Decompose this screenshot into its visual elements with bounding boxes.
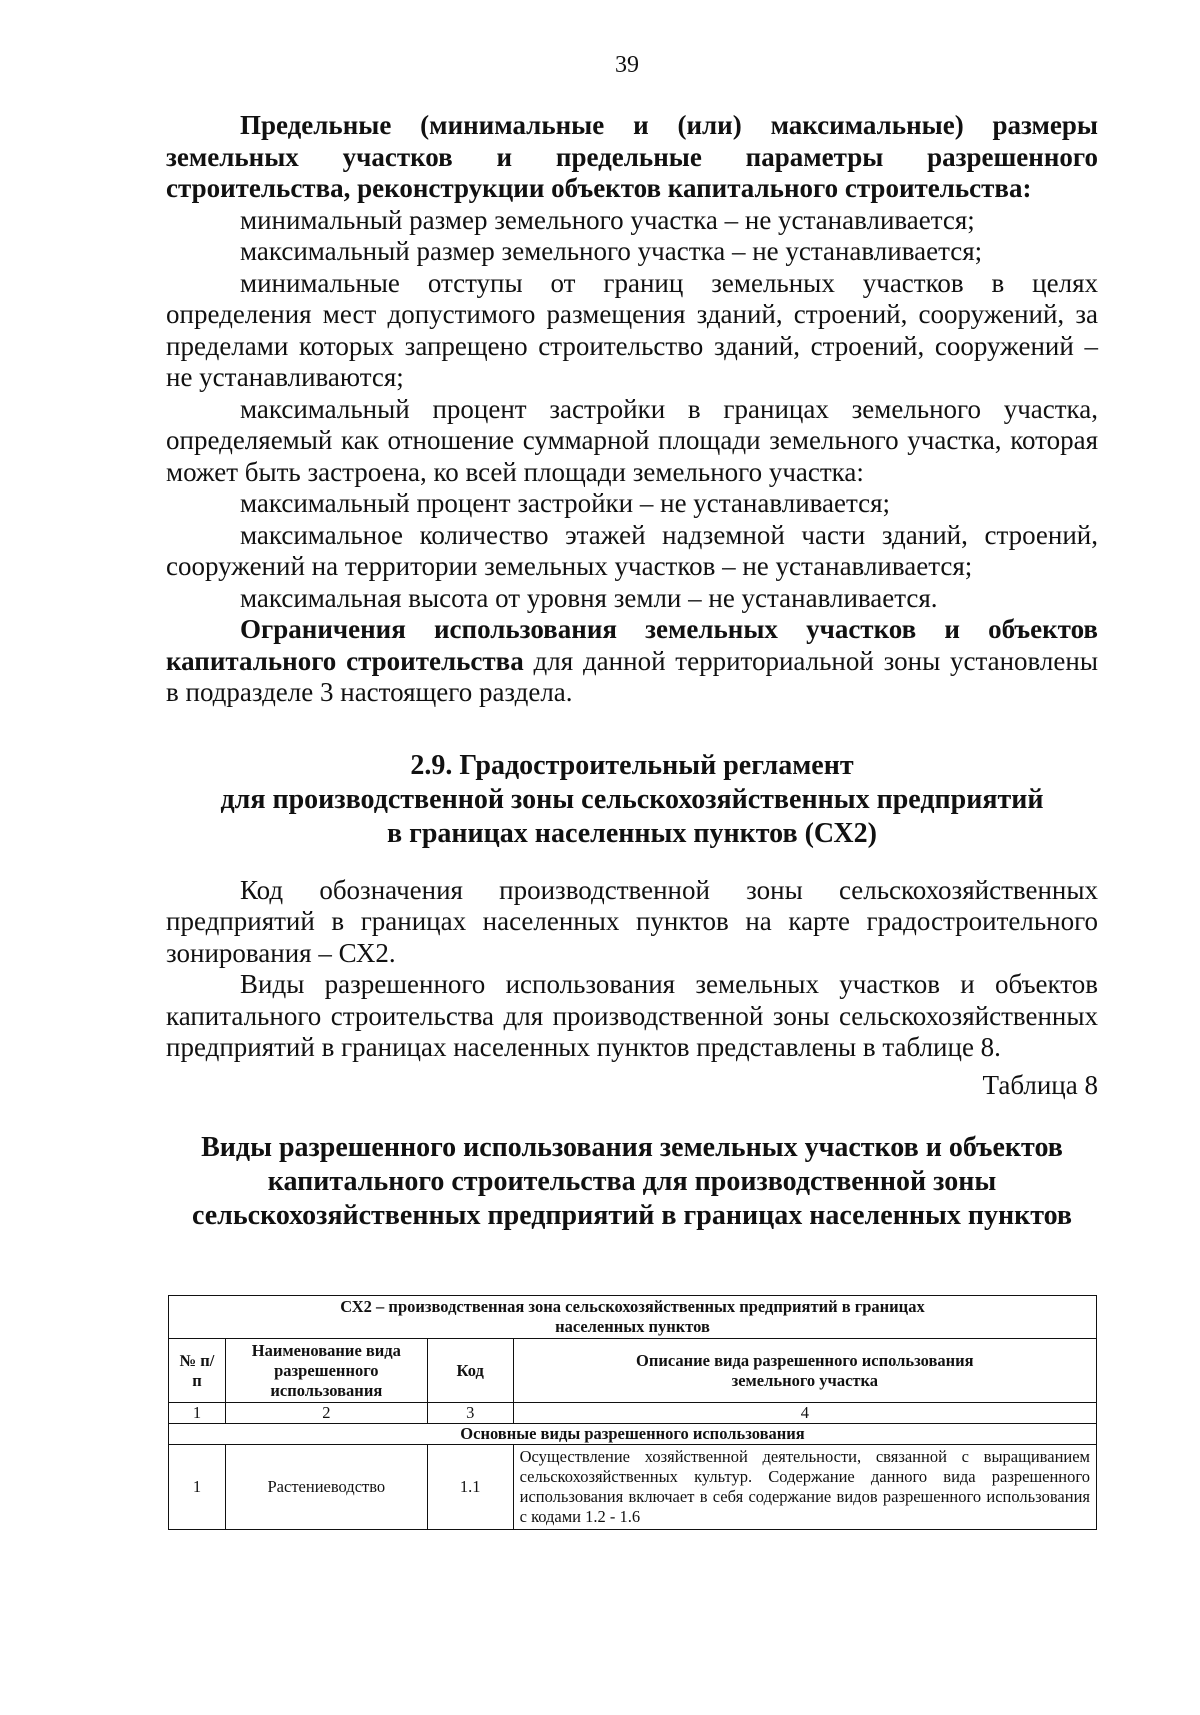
- table-title-line3: сельскохозяйственных предприятий в границах населенных пунктов: [191, 1200, 1073, 1231]
- restrictions-paragraph: [166, 614, 1098, 709]
- row-num-cell: 1: [169, 1445, 226, 1530]
- usage-types-paragraph: Виды разрешенного использования земельных участков и объектов капитального строительства для производственной зоны сельскохозяйственных предприятий в границах населенных пунктов представлены в таблице 8.: [166, 969, 1098, 1062]
- section-title-line2: для производственной зоны сельскохозяйственных предприятий: [220, 783, 1044, 815]
- section-title-line3: в границах населенных пунктов (СХ2): [387, 817, 877, 849]
- max-size-text: максимальный размер земельного участка – не устанавливается;: [240, 236, 983, 266]
- table-title-line1: Виды разрешенного использования земельных участков и объектов: [201, 1132, 1063, 1163]
- table-title-line2: капитального строительства для производственной зоны: [267, 1166, 997, 1197]
- usage-types-table: [168, 1295, 1097, 1530]
- col-num-header: № п/п: [169, 1339, 226, 1403]
- setbacks-text: минимальные отступы от границ земельных участков в целях определения мест допустимого размещения зданий, строений, сооружений, за пределами которых запрещено строительство зданий, строений, сооружений – не устанавливаются;: [166, 267, 1098, 392]
- group-main-header: Основные виды разрешенного использования: [169, 1424, 1097, 1445]
- zone-header-cell: СХ2 – производственная зона сельскохозяйственных предприятий в границах населенных пунктов: [169, 1296, 1097, 1339]
- row-desc-cell: Осуществление хозяйственной деятельности, связанной с выращиванием сельскохозяйственных культур. Содержание данного вида разрешенного использования включает в себя содержание видов разрешенного использования с кодами 1.2 - 1.6: [513, 1445, 1096, 1530]
- table-label: Таблица 8: [982, 1069, 1098, 1100]
- page-number: 39: [615, 52, 639, 78]
- col-name-header: Наименование вида разрешенного использования: [225, 1339, 427, 1403]
- build-percent-text: максимальный процент застройки – не устанавливается;: [240, 488, 891, 518]
- height-text: максимальная высота от уровня земли – не устанавливается.: [240, 582, 938, 613]
- section-title-line1: 2.9. Градостроительный регламент: [410, 749, 854, 781]
- restrictions-rest: для данной территориальной зоны установлены в подразделе 3 настоящего раздела.: [166, 645, 1098, 707]
- floors-text: максимальное количество этажей надземной части зданий, строений, сооружений на территории земельных участков – не устанавливается;: [166, 519, 1098, 581]
- zone-code-paragraph: Код обозначения производственной зоны сельскохозяйственных предприятий в границах населенных пунктов на карте градостроительного зонирования – СХ2.: [166, 874, 1098, 968]
- build-percent-definition: максимальный процент застройки в границах земельного участка, определяемый как отношение суммарной площади земельного участка, которая может быть застроена, ко всей площади земельного участка:: [166, 393, 1098, 487]
- col-index-cell: 2: [225, 1403, 427, 1424]
- col-index-cell: 1: [169, 1403, 226, 1424]
- section-title: [166, 749, 1098, 851]
- col-code-header: Код: [427, 1339, 513, 1403]
- col-index-cell: 4: [513, 1403, 1096, 1424]
- col-desc-header: Описание вида разрешенного использования земельного участка: [513, 1339, 1096, 1403]
- restrictions-bold: Ограничения использования земельных участков и объектов капитального строительства: [166, 614, 1098, 676]
- col-index-cell: 3: [427, 1403, 513, 1424]
- row-code-cell: 1.1: [427, 1445, 513, 1530]
- table-title: [166, 1131, 1098, 1233]
- limits-heading: Предельные (минимальные и (или) максимальные) размеры земельных участков и предельные параметры разрешенного строительства, реконструкции объектов капитального строительства:: [166, 110, 1098, 203]
- document-body: [166, 110, 1098, 1233]
- row-name-cell: Растениеводство: [225, 1445, 427, 1530]
- min-size-text: минимальный размер земельного участка – не устанавливается;: [240, 204, 975, 235]
- table-row: [169, 1445, 1097, 1530]
